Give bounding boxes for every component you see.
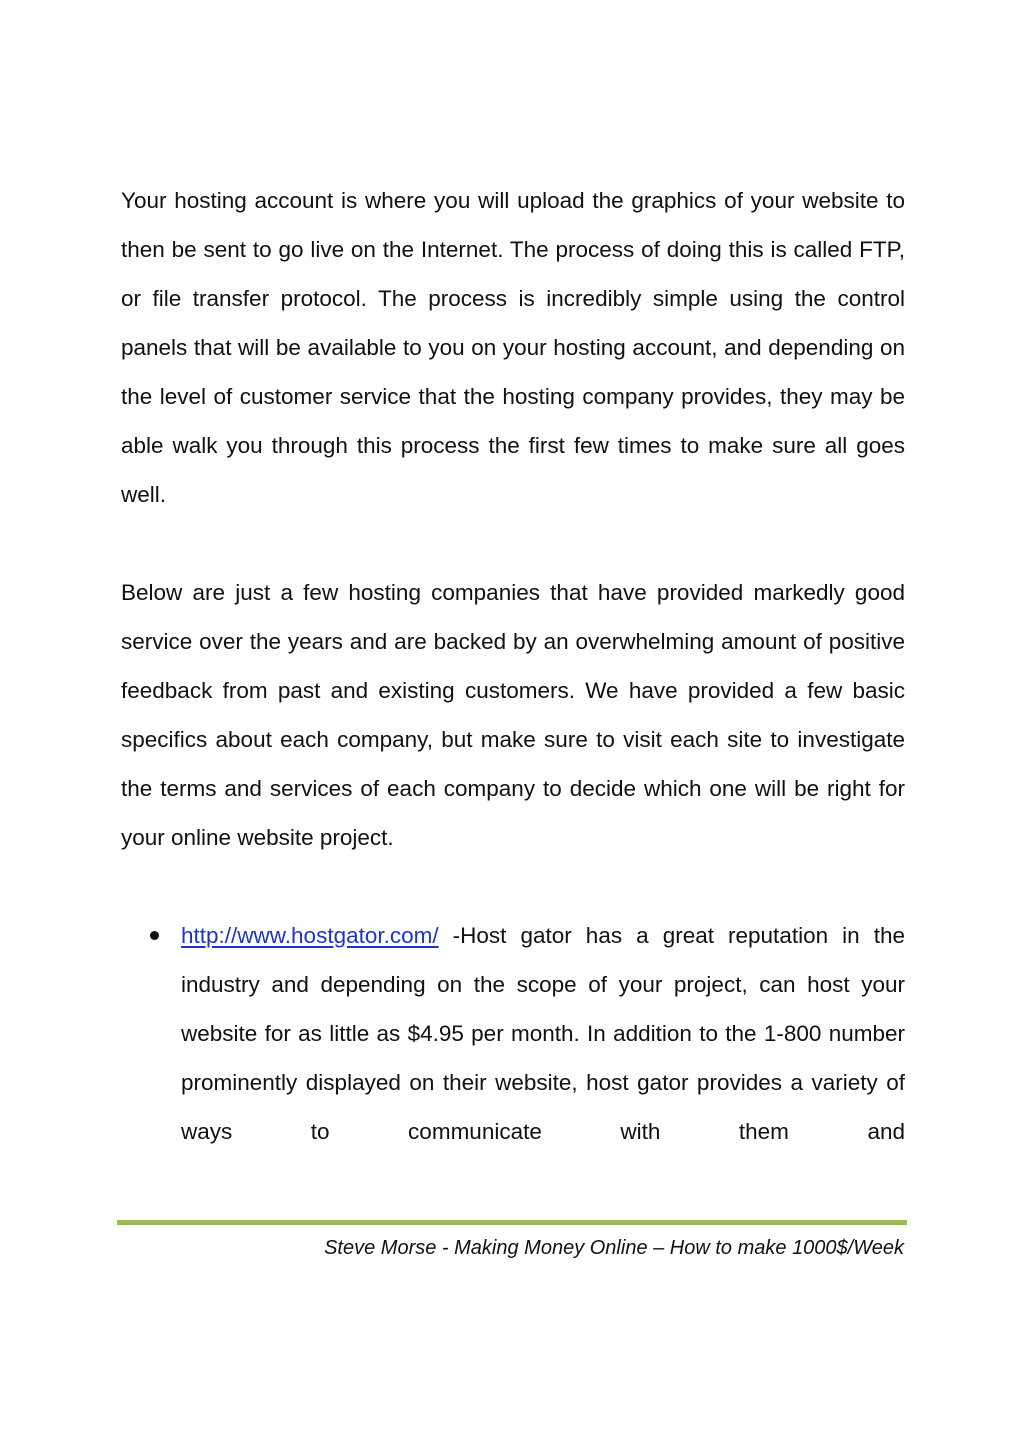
hostgator-link[interactable]: http://www.hostgator.com/ <box>181 923 439 948</box>
hostgator-description: -Host gator has a great reputation in the industry and depending on the scope of your project, can host your website for as little as $4.95 per month. In addition to the 1-800 number prominently displayed on their website, host gator provides a variety of ways to communicate with them and <box>181 923 905 1144</box>
paragraph-hosting-account: Your hosting account is where you will upload the graphics of your website to then be sent to go live on the Internet. The process of doing this is called FTP, or file transfer protocol. The process is incredibly simple using the control panels that will be available to you on your hosting account, and depending on the level of customer service that the hosting company provides, they may be able walk you through this process the first few times to make sure all goes well. <box>121 188 905 507</box>
hosting-company-list <box>121 911 905 1156</box>
list-item <box>121 911 905 1156</box>
footer-title: Steve Morse - Making Money Online – How to make 1000$/Week <box>324 1237 904 1259</box>
footer-divider <box>117 1220 907 1225</box>
bullet-icon <box>150 931 159 940</box>
paragraph-hosting-companies: Below are just a few hosting companies that have provided markedly good service over the years and are backed by an overwhelming amount of positive feedback from past and existing customers. We have provided a few basic specifics about each company, but make sure to visit each site to investigate the terms and services of each company to decide which one will be right for your online website project. <box>121 580 905 850</box>
document-body <box>121 176 905 1156</box>
